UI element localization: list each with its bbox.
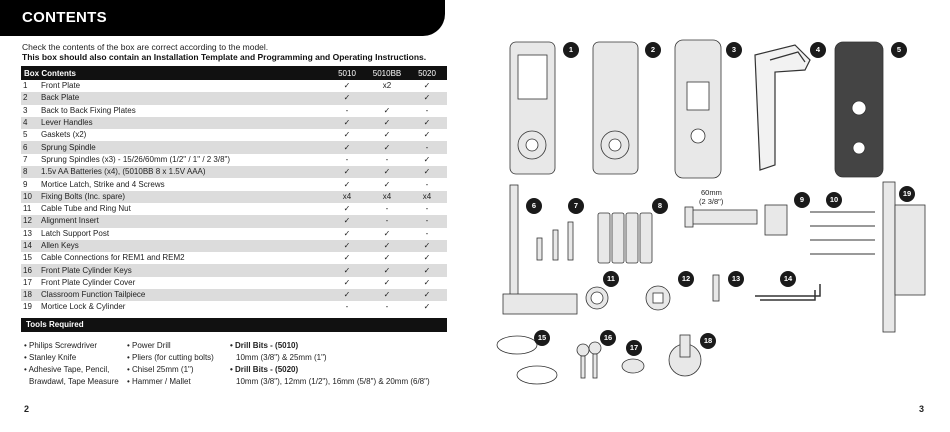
badge-12: 12: [678, 271, 694, 287]
row-number: 10: [21, 191, 39, 203]
row-item: Front Plate Cylinder Keys: [39, 264, 327, 276]
row-item: Gaskets (x2): [41, 130, 87, 140]
row-item: Allen Keys: [39, 240, 327, 252]
badge-10: 10: [826, 192, 842, 208]
row-value-5010bb: ✓: [367, 166, 407, 178]
row-item: Front Plate Cylinder Cover: [41, 277, 136, 287]
row-value-5020: ✓: [407, 240, 447, 252]
row-value-5020: x4: [407, 191, 447, 203]
row-value-5010bb: ✓: [383, 130, 391, 140]
badge-8: 8: [652, 198, 668, 214]
row-item: Sprung Spindles (x3) - 15/26/60mm (1/2" / 1" / 2 3/8"): [41, 154, 231, 164]
tool-item: • Stanley Knife: [24, 353, 77, 362]
row-value-5010: ✓: [327, 117, 367, 129]
page-heading: CONTENTS: [22, 9, 107, 26]
row-item: 1.5v AA Batteries (x4), (5010BB 8 x 1.5V AAA): [39, 166, 327, 178]
tool-item: • Drill Bits - (5020): [230, 365, 299, 374]
tools-column-1: [24, 340, 119, 388]
table-row: [21, 129, 447, 141]
intro-bold-text: This box should also contain an Installation Template and Programming and Operating Instructions.: [22, 52, 427, 62]
badge-2: 2: [645, 42, 661, 58]
row-item: Back Plate: [39, 92, 327, 104]
row-value-5020: -: [407, 215, 447, 227]
row-value-5010: ✓: [343, 228, 351, 238]
badge-1: 1: [563, 42, 579, 58]
table-row: [21, 154, 447, 166]
right-page: [475, 0, 950, 432]
row-value-5010bb: -: [385, 302, 389, 312]
contents-banner: [0, 0, 445, 36]
row-number: 3: [23, 105, 28, 115]
row-value-5010: ✓: [327, 289, 367, 301]
badge-17: 17: [626, 340, 642, 356]
fixing-plate-drawing: [675, 40, 721, 178]
row-value-5020: ✓: [423, 302, 431, 312]
row-value-5020: ✓: [407, 166, 447, 178]
row-number: 11: [23, 204, 32, 214]
row-item: Cable Connections for REM1 and REM2: [41, 253, 185, 263]
batteries-drawing: [598, 213, 652, 263]
row-item: Alignment Insert: [39, 215, 327, 227]
table-row: [21, 105, 447, 117]
row-item: Classroom Function Tailpiece: [39, 289, 327, 301]
model-header: 5010BB: [367, 66, 407, 80]
tool-item: • Drill Bits - (5010): [230, 341, 299, 350]
table-row: [21, 228, 447, 240]
latch-drawing: [685, 205, 787, 235]
table-row: [21, 264, 447, 276]
gasket-drawing: [835, 42, 883, 177]
row-number: 16: [21, 264, 39, 276]
row-value-5010bb: -: [385, 204, 389, 214]
row-number: 14: [21, 240, 39, 252]
badge-6: 6: [526, 198, 542, 214]
mortice-lock-drawing: [883, 182, 925, 332]
row-value-5010: x4: [327, 191, 367, 203]
table-header-row: [21, 66, 447, 80]
tool-item: 10mm (3/8"), 12mm (1/2"), 16mm (5/8") & 20mm (6/8"): [236, 377, 430, 386]
row-value-5010: ✓: [343, 277, 351, 287]
row-number: 15: [23, 253, 32, 263]
row-value-5020: ✓: [407, 117, 447, 129]
row-value-5010: ✓: [327, 141, 367, 153]
dimension-inch: (2 3/8"): [699, 197, 724, 206]
row-number: 1: [23, 81, 28, 91]
row-value-5020: ✓: [423, 81, 431, 91]
row-value-5010bb: x2: [382, 81, 392, 91]
row-number: 12: [21, 215, 39, 227]
table-row: [21, 92, 447, 104]
table-row: [21, 301, 447, 313]
row-number: 13: [23, 228, 32, 238]
row-value-5010bb: ✓: [367, 289, 407, 301]
tool-item: • Philips Screwdriver: [24, 341, 98, 350]
cylinder-cover-drawing: [622, 359, 644, 373]
box-contents-table: [21, 66, 447, 314]
tool-item: 10mm (3/8") & 25mm (1"): [236, 353, 327, 362]
row-value-5010bb: -: [385, 154, 389, 164]
row-item: Sprung Spindle: [39, 141, 327, 153]
badge-5: 5: [891, 42, 907, 58]
row-value-5010bb: ✓: [383, 277, 391, 287]
row-value-5010: ✓: [327, 264, 367, 276]
badge-16: 16: [600, 330, 616, 346]
tools-column-2: [127, 340, 214, 388]
front-plate-drawing: [510, 42, 555, 174]
badge-19: 19: [899, 186, 915, 202]
tool-item: Brawdawl, Tape Measure: [29, 377, 119, 386]
tool-item: • Pliers (for cutting bolts): [127, 353, 214, 362]
row-value-5010bb: ✓: [383, 228, 391, 238]
row-item: Cable Tube and Ring Nut: [41, 204, 131, 214]
row-value-5010: -: [345, 154, 349, 164]
row-item: Fixing Bolts (Inc. spare): [39, 191, 327, 203]
keys-drawing: [577, 342, 601, 378]
row-value-5010bb: ✓: [367, 264, 407, 276]
row-value-5020: ✓: [407, 92, 447, 104]
table-row: [21, 203, 447, 215]
badge-14: 14: [780, 271, 796, 287]
row-number: 7: [23, 154, 28, 164]
row-value-5010: ✓: [343, 179, 351, 189]
row-value-5020: ✓: [423, 154, 431, 164]
table-row: [21, 240, 447, 252]
row-value-5010: ✓: [343, 81, 351, 91]
row-number: 4: [21, 117, 39, 129]
row-value-5010bb: x4: [367, 191, 407, 203]
row-value-5020: ✓: [423, 130, 431, 140]
row-number: 17: [23, 277, 32, 287]
table-row: [21, 277, 447, 289]
tool-item: • Power Drill: [127, 341, 171, 350]
lever-handles-drawing: [755, 45, 810, 170]
fixing-bolts-drawing: [810, 212, 875, 254]
badge-4: 4: [810, 42, 826, 58]
row-number: 19: [23, 302, 32, 312]
row-value-5010bb: ✓: [367, 141, 407, 153]
badge-15: 15: [534, 330, 550, 346]
row-value-5010: ✓: [343, 253, 351, 263]
row-value-5020: ✓: [407, 289, 447, 301]
row-value-5010bb: -: [367, 215, 407, 227]
dimension-mm: 60mm: [701, 188, 722, 197]
model-header: 5010: [327, 66, 367, 80]
row-item: Lever Handles: [39, 117, 327, 129]
row-value-5020: ✓: [423, 277, 431, 287]
page-number: 3: [919, 404, 925, 414]
row-value-5010: ✓: [343, 130, 351, 140]
tools-required-header: Tools Required: [21, 318, 447, 332]
table-row: [21, 191, 447, 203]
row-value-5020: -: [425, 179, 429, 189]
row-number: 5: [23, 130, 28, 140]
table-row: [21, 166, 447, 178]
alignment-insert-drawing: [646, 286, 670, 310]
table-row: [21, 289, 447, 301]
back-plate-drawing: [593, 42, 638, 174]
row-value-5010: ✓: [327, 240, 367, 252]
row-item: Mortice Latch, Strike and 4 Screws: [41, 179, 165, 189]
badge-18: 18: [700, 333, 716, 349]
row-value-5010: ✓: [327, 92, 367, 104]
table-row: [21, 117, 447, 129]
row-value-5020: ✓: [407, 264, 447, 276]
table-row: [21, 178, 447, 190]
box-contents-header: Box Contents: [21, 66, 327, 80]
intro-text: Check the contents of the box are correct according to the model.: [22, 42, 269, 52]
row-value-5010: -: [345, 302, 349, 312]
model-header: 5020: [407, 66, 447, 80]
row-value-5010: ✓: [327, 215, 367, 227]
parts-illustration: [475, 0, 950, 432]
badge-7: 7: [568, 198, 584, 214]
tool-item: • Adhesive Tape, Pencil,: [24, 365, 110, 374]
row-item: Latch Support Post: [41, 228, 110, 238]
row-number: 8: [21, 166, 39, 178]
row-value-5020: ✓: [423, 253, 431, 263]
row-value-5020: -: [425, 204, 429, 214]
row-item: Front Plate: [41, 81, 81, 91]
row-value-5010bb: ✓: [367, 240, 407, 252]
badge-3: 3: [726, 42, 742, 58]
table-row: [21, 141, 447, 153]
sprung-spindles-drawing: [537, 222, 573, 260]
latch-post-drawing: [713, 275, 719, 301]
row-value-5010: ✓: [343, 204, 351, 214]
tool-item: • Chisel 25mm (1"): [127, 365, 194, 374]
row-value-5020: -: [425, 228, 429, 238]
row-item: Back to Back Fixing Plates: [41, 105, 136, 115]
row-item: Mortice Lock & Cylinder: [41, 302, 126, 312]
row-value-5020: -: [425, 105, 429, 115]
table-row: [21, 80, 447, 92]
row-number: 6: [21, 141, 39, 153]
tool-item: • Hammer / Mallet: [127, 377, 191, 386]
table-row: [21, 215, 447, 227]
row-value-5020: -: [407, 141, 447, 153]
row-value-5010bb: ✓: [383, 179, 391, 189]
row-number: 9: [23, 179, 28, 189]
row-value-5010bb: ✓: [367, 117, 407, 129]
tools-column-3: [230, 340, 430, 388]
row-value-5010bb: [367, 92, 407, 104]
row-value-5010: -: [345, 105, 349, 115]
page-number: 2: [24, 404, 30, 414]
badge-13: 13: [728, 271, 744, 287]
row-value-5010: ✓: [327, 166, 367, 178]
row-number: 2: [21, 92, 39, 104]
row-value-5010bb: ✓: [383, 105, 391, 115]
badge-9: 9: [794, 192, 810, 208]
tailpiece-drawing: [669, 335, 701, 376]
badge-11: 11: [603, 271, 619, 287]
ring-nut-drawing: [586, 287, 608, 309]
table-row: [21, 252, 447, 264]
row-number: 18: [21, 289, 39, 301]
row-value-5010bb: ✓: [383, 253, 391, 263]
